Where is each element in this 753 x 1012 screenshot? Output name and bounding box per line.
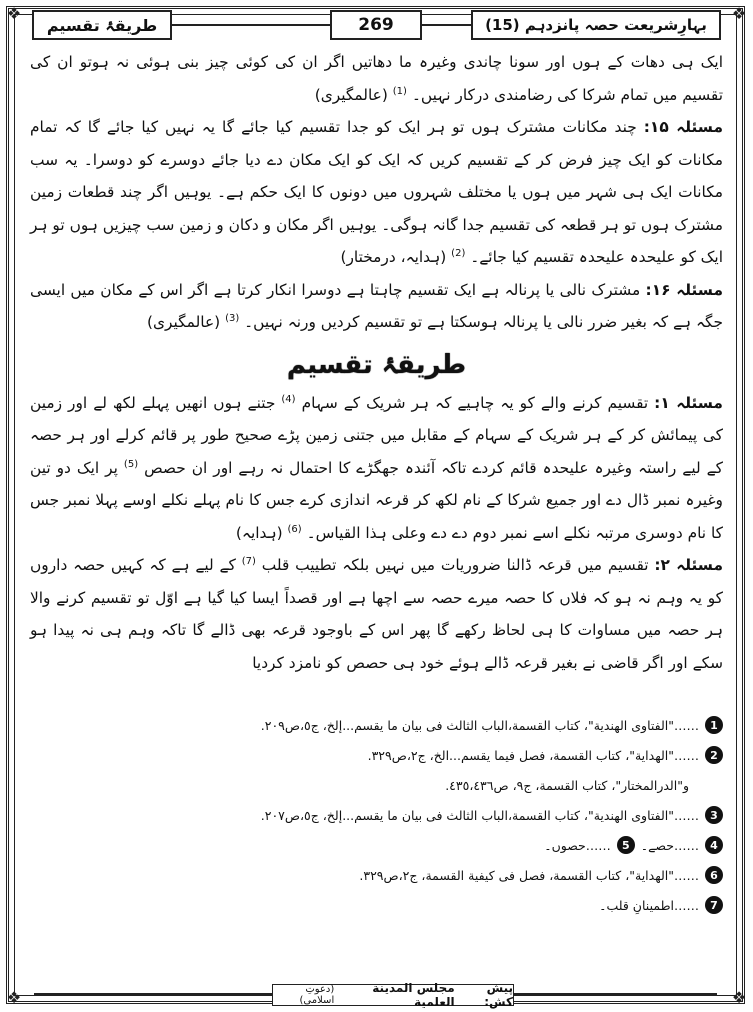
publisher-name: مجلس المدينة العلمية xyxy=(372,981,455,1009)
footnote-number: 4 xyxy=(705,836,723,854)
footnotes xyxy=(30,710,723,920)
source-citation: (ہدایہ) xyxy=(235,523,283,542)
footnote-ref[interactable]: (3) xyxy=(225,312,240,324)
header-rule xyxy=(422,24,472,26)
corner-ornament-icon: ❖ xyxy=(6,4,22,23)
footnote-number: 6 xyxy=(705,866,723,884)
source-citation: (عالمگیری) xyxy=(314,85,388,104)
paragraph-continuation: ایک ہی دھات کے ہوں اور سونا چاندی وغیرہ ما دھاتیں اگر ان کی کوئی چیز بنی ہوئی نہ ہوتو ان کی تقسیم میں تمام شرکا کی رضامندی درکار نہیں۔ $^{(1)}$ (عالمگیری) xyxy=(30,53,723,104)
source-citation: (ہدایہ، درمختار) xyxy=(340,248,447,266)
footnote-item: 6 ……"الهداية"، كتاب القسمة، فصل فى كيفية القسمة، ج٢،ص٣٢٩. xyxy=(30,860,723,890)
footnote-number: 3 xyxy=(705,806,723,824)
footnote-item: و"الدرالمختار"، كتاب القسمة، ج٩، ص٤٣٥،٤٣٦. xyxy=(445,777,689,793)
masala-label: مسئلہ ۲: xyxy=(654,556,723,574)
masala-1: مسئلہ ۱: تقسیم کرنے والے کو یہ چاہیے کہ ہر شریک کے سہام $^{(4)}$ جتنے ہوں انھیں پہلے لکھ لے اور زمین کی پیمائش کر کے ہر شریک کے سہام کے مقابل میں جتنی زمین پڑے صحیح طور پر قائم کرلے اور ہر حصہ کے لیے راستہ وغیرہ علیحدہ قائم کردے تاکہ آئندہ جھگڑے کا احتمال نہ رہے اور ان حصص $^{(5)}$ پر ایک دو تین وغیرہ نمبر ڈال دے اور جمیع شرکا کے نام لکھ کر قرعہ اندازی کرے جس کا نام پہلے نکلے اوسے پہلا نمبر جس کا نام دوسری مرتبہ نکلے اسے نمبر دوم دے دے وعلی ہذا القیاس۔ $^{(6)}$ (ہدایہ) xyxy=(30,393,723,542)
page-footer xyxy=(14,981,739,1009)
footnote-ref[interactable]: (2) xyxy=(451,247,466,259)
section-heading: طریقۂ تقسیم xyxy=(286,349,467,380)
masala-label: مسئلہ ۱۵: xyxy=(643,118,723,136)
footnote-number: 5 xyxy=(617,836,635,854)
corner-ornament-icon: ❖ xyxy=(731,988,747,1007)
masala-label: مسئلہ ۱۶: xyxy=(645,280,723,299)
footer-rule xyxy=(34,993,272,995)
page-body xyxy=(30,46,723,679)
footnote-item: 3 ……"الفتاوى الهندية"، كتاب القسمة،الباب الثالث فى بيان ما يقسم...إلخ، ج٥،ص٢٠٧. xyxy=(30,800,723,830)
masala-2: مسئلہ ۲: تقسیم میں قرعہ ڈالنا ضروریات میں نہیں بلکہ تطییب قلب $^{(7)}$ کے لیے ہے کہ کہیں حصہ داروں کو یہ وہم نہ ہو کہ فلاں کا حصہ میرے حصہ سے اچھا ہے اور قصداً ایسا کیا گیا ہے اوّل تو تقسیم کرنے والا ہر حصہ میں مساوات کا ہی لحاظ رکھے گا پھر اس کے باوجود قرعہ بھی ڈالے گا تاکہ وہم ہی نہ پیدا ہو سکے اور اگر قاضی نے بغیر قرعہ ڈالے ہوئے خود ہی حصص کو نامزد کردیا xyxy=(30,555,723,672)
footer-rule xyxy=(512,993,717,995)
footnote-number: 2 xyxy=(705,746,723,764)
header-rule xyxy=(172,24,330,26)
page-number: 269 xyxy=(330,10,422,40)
footnote-number: 7 xyxy=(705,896,723,914)
corner-ornament-icon: ❖ xyxy=(731,4,747,23)
footnote-ref[interactable]: (6) xyxy=(287,523,302,535)
book-title: بہارِشریعت حصہ پانزدہم (15) xyxy=(471,10,721,40)
source-citation: (عالمگیری) xyxy=(147,313,221,331)
masala-16: مسئلہ ۱۶: مشترک نالی یا پرنالہ ہے ایک تقسیم چاہتا ہے دوسرا انکار کرتا ہے اگر اس کے مکان میں ایسی جگہ ہے کہ بغیر ضرر نالی یا پرنالہ ہوسکتا ہے تو تقسیم کردیں ورنہ نہیں۔ $^{(3)}$ (عالمگیری) xyxy=(30,280,723,331)
masala-15: مسئلہ ۱۵: چند مکانات مشترک ہوں تو ہر ایک کو جدا تقسیم کیا جائے گا یہ نہیں کیا جائے گا کہ تمام مکانات کو ایک چیز فرض کر کے تقسیم کریں کہ ایک کو ایک مکان دے دیا جائے دوسرے کو دوسرا۔ یہ سب مکانات ایک ہی شہر میں ہوں یا مختلف شہروں میں دونوں کا ایک حکم ہے۔ یوہیں اگر چند قطعات زمین مشترک ہوں تو ہر قطعہ کی تقسیم جدا گانہ ہوگی۔ یوہیں اگر مکان و دکان و زمین سب چیزیں ہوں تو ہر ایک کو علیحدہ علیحدہ تقسیم کیا جائے۔ $^{(2)}$ (ہدایہ، درمختار) xyxy=(30,118,723,266)
footnote-number: 1 xyxy=(705,716,723,734)
corner-ornament-icon: ❖ xyxy=(6,988,22,1007)
footnote-ref[interactable]: (1) xyxy=(392,85,407,97)
footnote-ref[interactable]: (4) xyxy=(281,393,296,405)
footnote-ref[interactable]: (7) xyxy=(241,555,256,567)
publisher-box: پیش کش: مجلس المدينة العلمية (دعوتِ اسلامی) xyxy=(272,984,514,1006)
footnote-item: 1 ……"الفتاوى الهندية"، كتاب القسمة،الباب الثالث فى بيان ما يقسم...إلخ، ج٥،ص٢٠٩. xyxy=(30,710,723,740)
masala-label: مسئلہ ۱: xyxy=(654,393,723,412)
footnote-item: 2 ……"الهداية"، كتاب القسمة، فصل فيما يقسم...الخ، ج٢،ص٣٢٩. xyxy=(30,740,723,770)
footnote-ref[interactable]: (5) xyxy=(123,458,139,470)
footnote-item: 4 ……حصے۔ 5 ……حصوں۔ xyxy=(30,830,723,860)
chapter-title: طریقۂ تقسیم xyxy=(32,10,172,40)
footnote-item: 7 ……اطمینانِ قلب۔ xyxy=(30,890,723,920)
